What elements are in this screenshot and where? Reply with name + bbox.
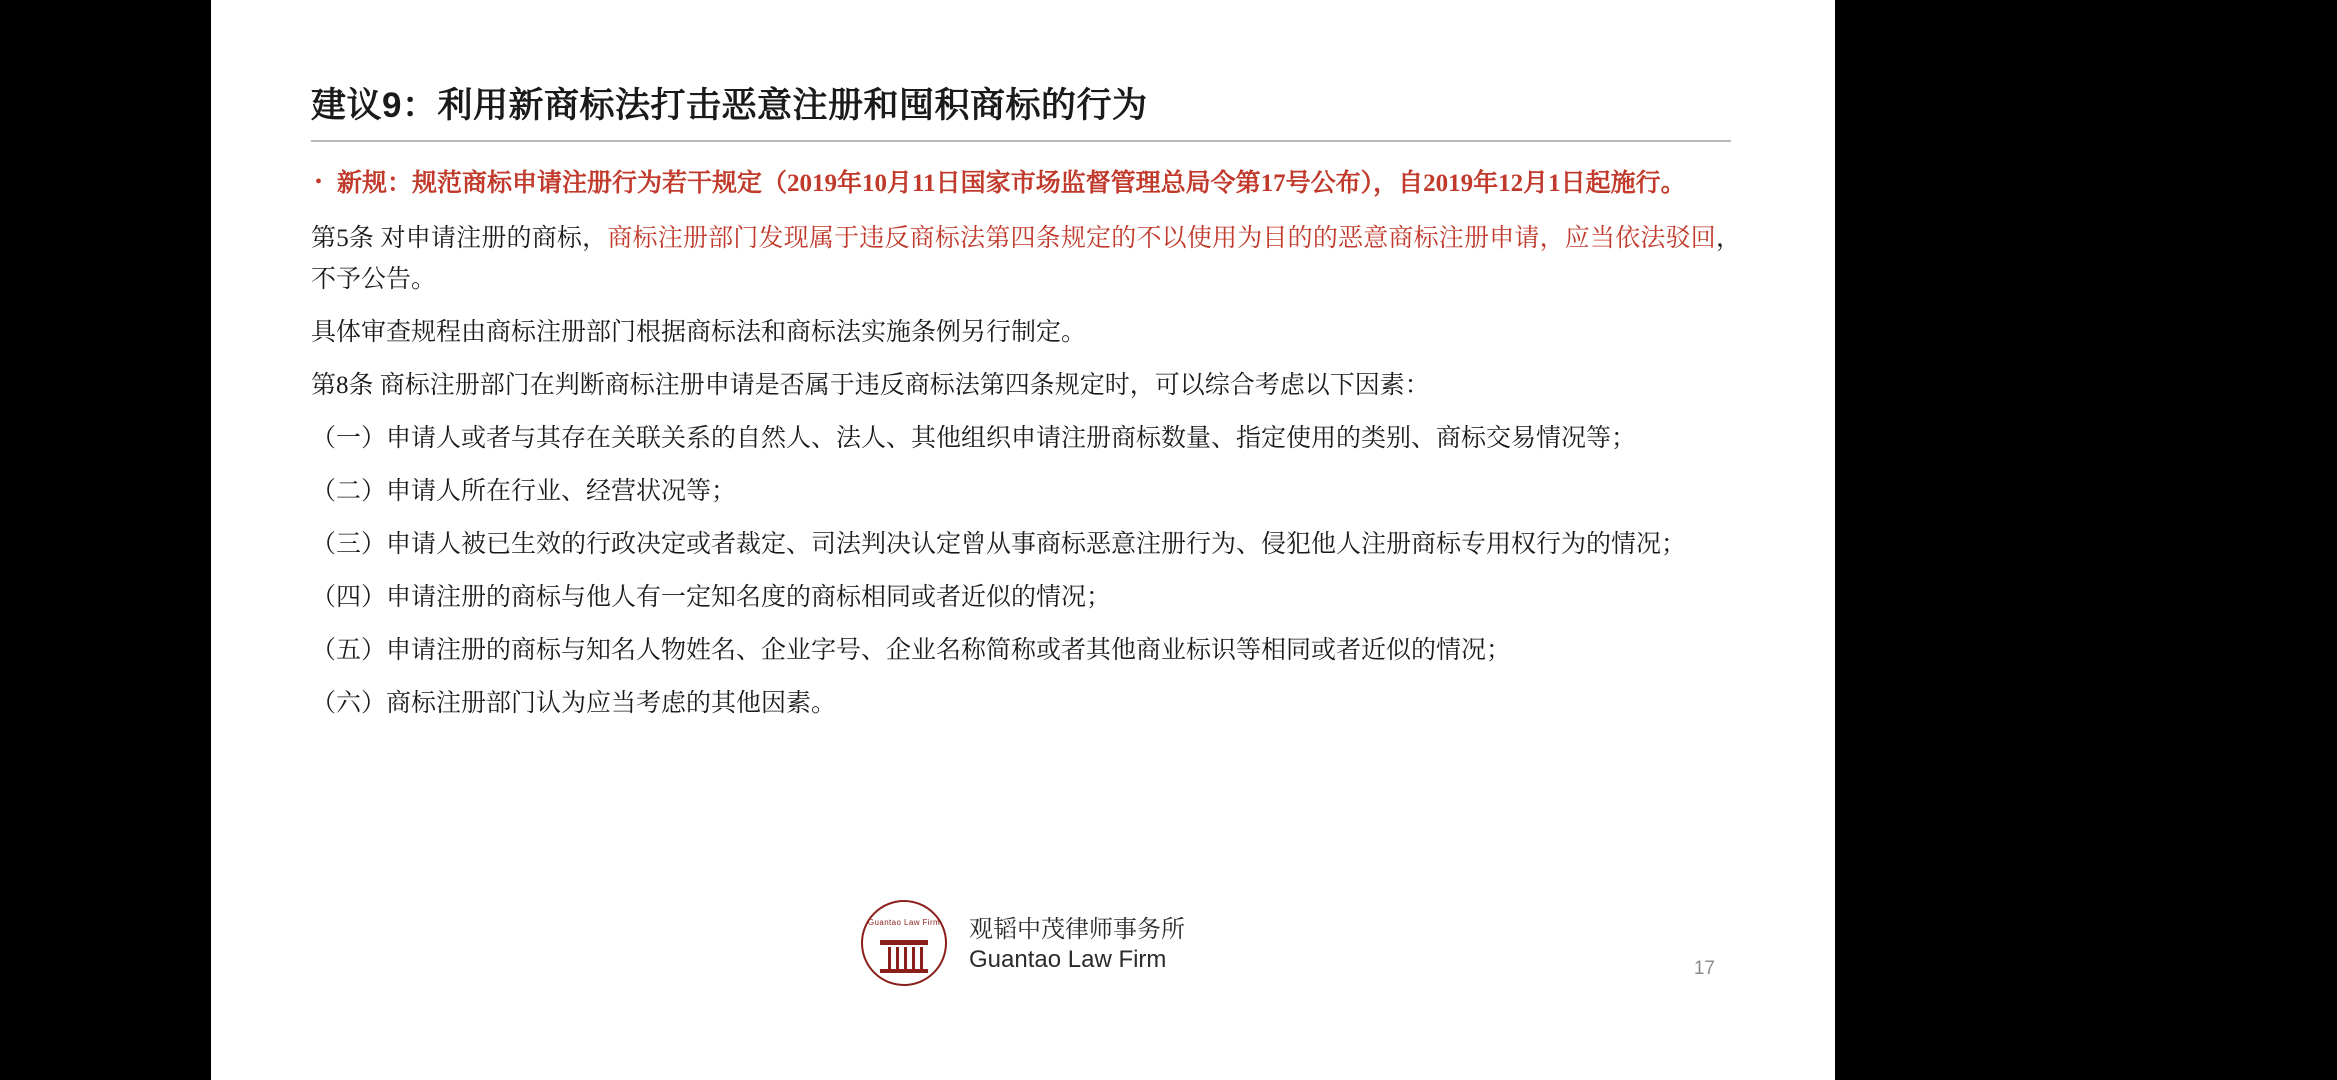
article-5-suffix: ，不予公告。 [311,225,1741,293]
logo-column-4 [912,947,915,969]
logo-column-2 [896,947,899,969]
logo-arc-label: Guantao Law Firm [867,918,941,927]
title-divider [311,140,1731,142]
list-item-1: （一）申请人或者与其存在关联关系的自然人、法人、其他组织申请注册商标数量、指定使用的类别、商标交易情况等； [311,425,1637,452]
new-regulation-label: 新规： [337,170,413,197]
new-regulation-text [337,165,1741,202]
list-item-5: （五）申请注册的商标与知名人物姓名、企业字号、企业名称简称或者其他商业标识等相同或者近似的情况； [311,637,1512,664]
article-5-prefix: 第5条 对申请注册的商标， [311,225,608,252]
list-item-4: （四）申请注册的商标与他人有一定知名度的商标相同或者近似的情况； [311,584,1112,611]
slide-footer [211,900,1835,990]
paragraph-article-5 [311,218,1741,300]
firm-name-block [969,915,1185,975]
firm-name-cn: 观韬中茂律师事务所 [969,916,1185,943]
logo-base [880,969,928,973]
firm-logo [861,900,1185,990]
slide-content [311,165,1741,736]
firm-name-en: Guantao Law Firm [969,946,1167,973]
logo-bar [880,940,928,945]
title-block [311,78,1731,142]
page-title: 建议9：利用新商标法打击恶意注册和囤积商标的行为 [311,86,1148,125]
bullet-dot-icon: • [315,171,323,193]
paragraph-article-8: 第8条 商标注册部门在判断商标注册申请是否属于违反商标法第四条规定时，可以综合考虑以下因素： [311,372,1430,399]
logo-column-5 [920,947,923,969]
new-regulation-body: 规范商标申请注册行为若干规定（2019年10月11日国家市场监督管理总局令第17号公布），自2019年12月1日起施行。 [412,170,1686,197]
slide-canvas [211,0,1835,1080]
list-item-6: （六）商标注册部门认为应当考虑的其他因素。 [311,690,837,717]
article-5-highlight: 商标注册部门发现属于违反商标法第四条规定的不以使用为目的的恶意商标注册申请，应当依法驳回 [607,225,1716,252]
logo-column-1 [888,947,891,969]
page-number: 17 [1693,958,1715,979]
list-item-2: （二）申请人所在行业、经营状况等； [311,478,737,505]
new-regulation-bullet [311,165,1741,202]
logo-column-3 [904,947,907,969]
guantao-logo-icon [861,900,951,990]
paragraph-rule-detail: 具体审查规程由商标注册部门根据商标法和商标法实施条例另行制定。 [311,319,1087,346]
list-item-3: （三）申请人被已生效的行政决定或者裁定、司法判决认定曾从事商标恶意注册行为、侵犯他人注册商标专用权行为的情况； [311,531,1687,558]
